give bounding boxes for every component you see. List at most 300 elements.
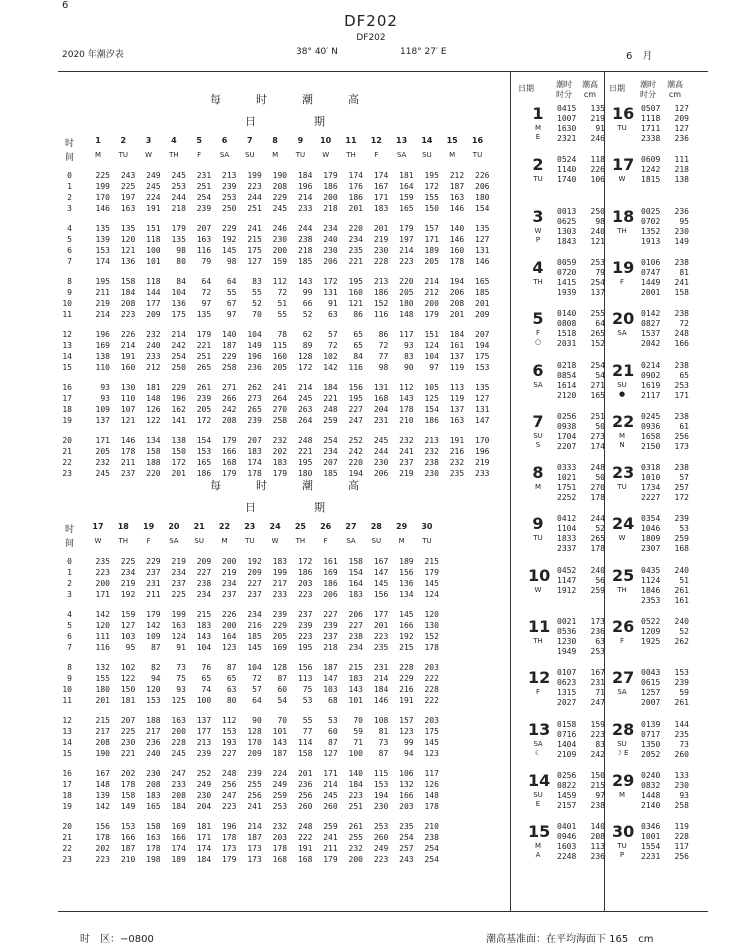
height-value: 146 — [373, 696, 389, 705]
tide-time: 1046 — [641, 524, 661, 534]
tide-day: 6 — [532, 360, 544, 380]
height-value: 145 — [247, 643, 262, 652]
height-value: 94 — [403, 749, 414, 758]
tide-time: 1209 — [641, 627, 661, 636]
tide-time: 0139 — [641, 719, 661, 729]
height-value: 172 — [171, 458, 186, 467]
height-value: 71 — [353, 738, 363, 747]
hour-label: 21 — [62, 833, 72, 842]
longitude: 118° 27′ E — [400, 47, 447, 57]
height-value: 214 — [323, 780, 338, 789]
height-value: 207 — [196, 224, 212, 233]
height-value: 207 — [475, 330, 490, 339]
height-value: 55 — [226, 288, 237, 297]
height-value: 251 — [247, 204, 262, 213]
height-value: 241 — [272, 383, 288, 392]
height-value: 205 — [272, 632, 288, 641]
height-value: 93 — [176, 685, 186, 694]
hour-label: 5 — [67, 621, 72, 630]
height-value: 54 — [277, 696, 288, 705]
height-value: 203 — [399, 802, 414, 811]
tide-time: 1913 — [641, 236, 661, 246]
height-value: 230 — [272, 235, 288, 244]
height-value: 211 — [146, 590, 161, 599]
height-value: 161 — [323, 557, 338, 566]
tide-height: 119 — [674, 822, 689, 832]
day-header: 15 — [446, 136, 458, 145]
height-value: 135 — [171, 235, 186, 244]
hour-label: 12 — [62, 716, 72, 725]
height-value: 184 — [297, 171, 313, 180]
tide-time: 1007 — [557, 114, 577, 123]
height-value: 207 — [247, 436, 262, 445]
tide-height: 133 — [674, 770, 689, 780]
moon-phase: ○ — [534, 338, 542, 347]
height-value: 196 — [95, 330, 110, 339]
tide-time: 0536 — [557, 627, 577, 636]
height-value: 190 — [272, 171, 288, 180]
tide-time: 2042 — [641, 339, 661, 349]
tide-height: 236 — [590, 627, 605, 636]
height-value: 121 — [120, 416, 136, 425]
height-value: 223 — [348, 791, 363, 800]
height-value: 195 — [348, 394, 363, 403]
height-value: 259 — [323, 822, 338, 831]
day-header: 23 — [244, 522, 256, 531]
tide-height: 240 — [590, 565, 605, 575]
height-value: 195 — [424, 171, 439, 180]
height-value: 83 — [403, 352, 414, 361]
height-value: 219 — [373, 235, 389, 244]
height-value: 158 — [146, 447, 161, 456]
height-value: 168 — [272, 855, 288, 864]
tide-height: 239 — [674, 514, 689, 524]
height-value: 217 — [146, 727, 161, 736]
height-value: 243 — [120, 171, 136, 180]
tide-height: 93 — [679, 790, 689, 800]
height-value: 122 — [120, 674, 136, 683]
tide-height: 65 — [679, 370, 689, 380]
hour-label: 14 — [62, 738, 72, 747]
height-value: 159 — [272, 257, 288, 266]
height-value: 183 — [196, 621, 212, 630]
height-value: 179 — [171, 224, 186, 233]
hour-label: 19 — [62, 416, 72, 425]
moon-phase: P — [619, 851, 625, 860]
height-value: 192 — [120, 590, 136, 599]
height-value: 115 — [373, 769, 389, 778]
height-value: 177 — [196, 727, 212, 736]
tide-weekday: SU — [617, 739, 627, 748]
height-value: 128 — [297, 352, 313, 361]
height-value: 254 — [171, 352, 186, 361]
height-value: 114 — [297, 738, 313, 747]
height-value: 127 — [475, 394, 490, 403]
tide-time: 2231 — [641, 852, 661, 862]
height-value: 173 — [247, 855, 262, 864]
tide-height: 135 — [590, 104, 605, 113]
tide-height: 242 — [590, 749, 605, 759]
hour-label: 8 — [67, 663, 72, 672]
height-value: 178 — [146, 844, 161, 853]
height-value: 253 — [373, 822, 389, 831]
height-value: 214 — [424, 277, 439, 286]
height-value: 89 — [302, 341, 313, 350]
height-value: 236 — [297, 780, 313, 789]
tide-weekday: W — [534, 585, 542, 594]
weekday-header: M — [449, 151, 456, 159]
height-value: 244 — [373, 447, 389, 456]
header-line: 潮时 — [640, 80, 656, 89]
height-value: 187 — [272, 749, 288, 758]
tide-weekday: SU — [533, 790, 543, 799]
tide-height: 240 — [674, 565, 689, 575]
height-value: 145 — [424, 579, 439, 588]
height-value: 199 — [95, 182, 110, 191]
height-value: 232 — [272, 436, 288, 445]
tide-time: 0808 — [557, 319, 577, 329]
height-value: 241 — [399, 447, 414, 456]
day-header: 9 — [297, 136, 304, 145]
height-value: 145 — [424, 738, 439, 747]
height-value: 74 — [201, 685, 212, 694]
height-value: 200 — [348, 855, 363, 864]
height-value: 120 — [95, 621, 110, 630]
height-value: 67 — [226, 299, 237, 308]
weekday-header: F — [197, 151, 202, 159]
day-header: 6 — [221, 136, 228, 145]
tide-time: 2307 — [641, 544, 661, 554]
height-value: 265 — [196, 363, 212, 372]
height-value: 185 — [323, 469, 338, 478]
height-value: 153 — [373, 780, 389, 789]
height-value: 195 — [297, 643, 313, 652]
height-value: 174 — [95, 257, 110, 266]
datum-label: 潮高基准面：在平均海面下 165 cm — [486, 934, 654, 945]
height-value: 229 — [222, 352, 237, 361]
height-value: 247 — [171, 769, 186, 778]
height-value: 181 — [196, 822, 212, 831]
tide-time: 0415 — [557, 104, 577, 113]
tide-time: 0827 — [641, 319, 661, 329]
height-value: 83 — [252, 277, 262, 286]
height-value: 239 — [196, 204, 212, 213]
height-value: 152 — [424, 632, 439, 641]
height-value: 171 — [323, 769, 338, 778]
height-value: 87 — [226, 663, 237, 672]
height-value: 179 — [323, 171, 338, 180]
tide-time: 1257 — [641, 688, 661, 698]
height-value: 179 — [399, 224, 414, 233]
tide-height: 118 — [590, 155, 605, 165]
height-value: 226 — [222, 610, 237, 619]
height-value: 189 — [171, 855, 186, 864]
height-value: 93 — [100, 383, 110, 392]
tide-height: 127 — [674, 124, 689, 133]
height-value: 165 — [475, 277, 490, 286]
tide-height: 223 — [590, 729, 605, 739]
hour-label-top-p2: 时 — [65, 525, 75, 535]
height-value: 204 — [373, 405, 389, 414]
tide-time: 0822 — [557, 780, 577, 790]
height-value: 199 — [247, 171, 262, 180]
tide-time: 2001 — [641, 287, 661, 297]
height-value: 232 — [146, 330, 161, 339]
height-value: 149 — [247, 341, 262, 350]
height-value: 224 — [146, 193, 161, 202]
height-value: 186 — [424, 416, 439, 425]
height-value: 143 — [196, 632, 212, 641]
tide-time: 2120 — [557, 390, 577, 400]
height-value: 234 — [348, 643, 363, 652]
height-value: 234 — [196, 590, 212, 599]
moon-phase: S — [535, 440, 541, 449]
height-value: 239 — [196, 394, 212, 403]
tide-day: 30 — [612, 822, 635, 842]
tide-day: 14 — [528, 770, 551, 790]
weekday-header: F — [374, 151, 379, 159]
height-value: 158 — [348, 557, 363, 566]
height-value: 132 — [95, 663, 110, 672]
tide-time: 0142 — [641, 309, 661, 319]
tide-time: 2252 — [557, 493, 577, 503]
height-value: 103 — [120, 632, 136, 641]
height-value: 170 — [95, 193, 110, 202]
day-header: 29 — [396, 522, 408, 531]
tide-day: 2 — [532, 155, 544, 175]
height-value: 55 — [302, 716, 313, 725]
height-value: 167 — [95, 769, 110, 778]
height-value: 186 — [297, 568, 313, 577]
tide-height: 173 — [590, 617, 605, 626]
tide-height: 165 — [590, 390, 605, 400]
height-value: 179 — [222, 436, 237, 445]
hour-label-top-p1: 时 — [65, 139, 75, 149]
hour-label: 15 — [62, 749, 72, 758]
height-value: 146 — [475, 257, 490, 266]
tide-time: 0938 — [557, 421, 577, 431]
height-value: 175 — [475, 352, 490, 361]
page-number: 6 — [62, 0, 69, 11]
height-value: 155 — [95, 674, 110, 683]
height-value: 253 — [222, 193, 237, 202]
height-value: 195 — [348, 277, 363, 286]
height-value: 220 — [348, 458, 363, 467]
height-value: 214 — [95, 310, 110, 319]
height-value: 219 — [222, 568, 237, 577]
height-value: 187 — [120, 844, 136, 853]
tide-time: 1449 — [641, 277, 661, 287]
height-value: 158 — [297, 749, 313, 758]
tide-height: 231 — [590, 678, 605, 688]
tide-time: 0625 — [557, 216, 577, 226]
height-value: 90 — [252, 716, 262, 725]
tide-time: 1415 — [557, 277, 577, 287]
height-value: 230 — [373, 458, 389, 467]
tide-height: 166 — [674, 339, 689, 349]
month-label: 6 月 — [626, 51, 653, 62]
height-value: 201 — [348, 204, 363, 213]
height-value: 154 — [348, 568, 363, 577]
height-value: 174 — [247, 458, 262, 467]
height-value: 136 — [171, 299, 186, 308]
height-value: 183 — [272, 557, 288, 566]
height-value: 139 — [95, 791, 110, 800]
height-value: 64 — [226, 277, 237, 286]
height-value: 192 — [247, 557, 262, 566]
tide-day: 16 — [612, 104, 635, 123]
tide-time: 1021 — [557, 473, 577, 483]
height-value: 199 — [272, 568, 288, 577]
height-value: 113 — [449, 383, 465, 392]
tide-weekday: TH — [533, 637, 543, 645]
height-value: 130 — [120, 383, 136, 392]
height-value: 186 — [348, 193, 363, 202]
height-value: 245 — [297, 394, 313, 403]
height-value: 55 — [252, 288, 262, 297]
height-value: 172 — [323, 277, 338, 286]
tide-height: 161 — [674, 595, 689, 605]
height-value: 52 — [252, 299, 262, 308]
height-value: 120 — [120, 235, 136, 244]
height-value: 117 — [424, 769, 439, 778]
tide-time: 1603 — [557, 842, 577, 852]
tide-time: 0218 — [557, 360, 577, 370]
height-value: 180 — [399, 299, 414, 308]
height-value: 183 — [272, 458, 288, 467]
tide-time: 0435 — [641, 565, 661, 575]
height-value: 232 — [95, 458, 110, 467]
height-value: 178 — [424, 802, 439, 811]
height-value: 192 — [399, 632, 414, 641]
tide-time: 0318 — [641, 463, 661, 473]
height-value: 193 — [222, 738, 237, 747]
height-value: 210 — [424, 822, 439, 831]
height-value: 223 — [247, 182, 262, 191]
tide-time: 0854 — [557, 370, 577, 380]
tide-time: 0013 — [557, 206, 577, 216]
height-value: 136 — [399, 579, 414, 588]
height-value: 238 — [297, 235, 313, 244]
moon-phase: P — [535, 235, 541, 244]
day-header: 22 — [218, 522, 231, 531]
height-value: 212 — [424, 288, 439, 297]
height-value: 218 — [323, 643, 338, 652]
hour-label: 22 — [62, 844, 72, 853]
height-value: 140 — [222, 330, 237, 339]
height-value: 166 — [399, 791, 414, 800]
height-value: 200 — [272, 246, 288, 255]
tide-height: 253 — [674, 380, 689, 390]
height-value: 201 — [171, 469, 186, 478]
tide-time: 0214 — [641, 360, 661, 370]
height-value: 168 — [297, 855, 313, 864]
tide-height: 239 — [674, 678, 689, 688]
height-value: 186 — [373, 288, 389, 297]
tide-time: 1104 — [557, 524, 577, 534]
moon-phase: N — [619, 440, 625, 449]
height-value: 254 — [399, 833, 414, 842]
height-value: 164 — [399, 182, 414, 191]
height-value: 201 — [297, 769, 313, 778]
height-value: 154 — [475, 204, 490, 213]
height-value: 81 — [378, 727, 389, 736]
tide-weekday: TU — [617, 483, 627, 492]
height-value: 239 — [323, 621, 338, 630]
height-value: 86 — [353, 310, 363, 319]
height-value: 223 — [297, 632, 313, 641]
height-value: 225 — [171, 590, 186, 599]
height-value: 214 — [247, 822, 262, 831]
tide-weekday: SU — [533, 431, 543, 440]
height-value: 217 — [272, 579, 288, 588]
height-value: 209 — [247, 568, 262, 577]
height-value: 60 — [277, 685, 288, 694]
tide-height: 248 — [674, 329, 689, 339]
height-value: 65 — [201, 674, 212, 683]
height-value: 214 — [297, 383, 313, 392]
height-value: 178 — [399, 405, 414, 414]
height-value: 177 — [146, 299, 161, 308]
height-value: 255 — [247, 780, 262, 789]
height-value: 201 — [475, 299, 490, 308]
tide-height: 218 — [674, 165, 689, 175]
height-value: 237 — [120, 469, 136, 478]
hour-label: 23 — [62, 469, 72, 478]
height-value: 155 — [424, 193, 439, 202]
hour-label: 9 — [67, 674, 72, 683]
tide-time: 1242 — [641, 165, 661, 175]
tide-height: 250 — [590, 206, 605, 216]
tide-time: 1448 — [641, 790, 661, 800]
column-divider — [510, 71, 511, 911]
header-line: cm — [668, 90, 682, 99]
height-value: 112 — [222, 716, 237, 725]
height-value: 200 — [424, 299, 439, 308]
tide-time: 1809 — [641, 534, 661, 544]
height-value: 123 — [424, 749, 439, 758]
tide-time: 1350 — [641, 739, 661, 749]
height-value: 144 — [146, 288, 161, 297]
tide-weekday: F — [619, 277, 625, 286]
height-value: 128 — [272, 663, 288, 672]
height-value: 176 — [348, 182, 363, 191]
height-value: 223 — [222, 802, 237, 811]
height-value: 200 — [222, 557, 237, 566]
year-label: 2020 年潮汐表 — [62, 50, 124, 60]
height-value: 57 — [252, 685, 262, 694]
tide-time: 1352 — [641, 226, 661, 236]
tide-time: 0832 — [641, 780, 661, 790]
hour-label: 0 — [67, 557, 72, 566]
tide-time: 2007 — [641, 698, 661, 708]
height-value: 191 — [297, 844, 313, 853]
height-value: 227 — [348, 405, 363, 414]
height-value: 233 — [272, 590, 288, 599]
height-value: 206 — [475, 182, 490, 191]
height-value: 136 — [120, 257, 136, 266]
height-value: 247 — [348, 416, 363, 425]
height-value: 183 — [348, 590, 363, 599]
height-value: 70 — [277, 716, 288, 725]
height-value: 149 — [120, 802, 136, 811]
tide-height: 259 — [590, 585, 605, 595]
height-value: 218 — [171, 204, 186, 213]
height-value: 235 — [449, 469, 465, 478]
hour-label: 16 — [62, 769, 72, 778]
height-value: 203 — [424, 663, 439, 672]
height-value: 104 — [247, 330, 262, 339]
